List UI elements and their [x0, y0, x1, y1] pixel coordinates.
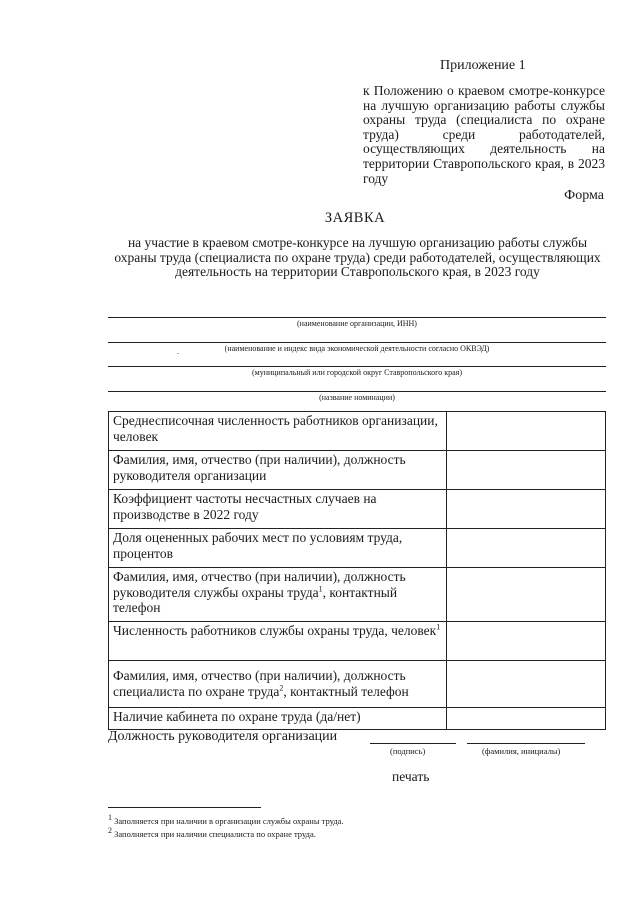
stray-mark: . [177, 347, 179, 356]
row-label-suffix: , контактный телефон [113, 584, 398, 615]
row-value-cell[interactable] [447, 451, 606, 490]
table-row [109, 451, 606, 490]
footnote-mark: 2 [108, 826, 112, 836]
row-label [109, 661, 447, 708]
appendix-title: Приложение 1 [440, 58, 526, 73]
footnote-mark: 1 [108, 813, 112, 823]
row-label-text: Фамилия, имя, отчество (при наличии), должность руководителя службы охраны труда [113, 569, 406, 600]
document-title: ЗАЯВКА [324, 210, 386, 226]
signature-line[interactable] [370, 743, 456, 744]
appendix-reference: к Положению о краевом смотре-конкурсе на лучшую организацию работы службы охраны труда (специалиста по охране труда) среди работодателей, осуществляющих деятельность на территории Ставропольского края, в 2023 году [363, 83, 605, 186]
footnote-separator [108, 807, 261, 808]
row-value-cell[interactable] [447, 568, 606, 622]
name-caption: (фамилия, инициалы) [482, 746, 561, 756]
footnote-1 [108, 813, 344, 826]
row-value-cell[interactable] [447, 622, 606, 661]
row-label: Доля оцененных рабочих мест по условиям труда, процентов [109, 529, 447, 568]
table-row [109, 529, 606, 568]
signature-caption: (подпись) [390, 746, 426, 756]
row-label-suffix: , контактный телефон [283, 683, 409, 699]
organization-name-line[interactable] [108, 317, 606, 318]
footnote-text: Заполняется при наличии в организации службы охраны труда. [114, 816, 344, 826]
row-value-cell[interactable] [447, 661, 606, 708]
row-label-text: Численность работников службы охраны труда, человек [113, 623, 437, 638]
table-row [109, 412, 606, 451]
row-value-cell[interactable] [447, 412, 606, 451]
footnote-ref: 1 [436, 622, 441, 632]
row-label [109, 568, 447, 622]
name-line[interactable] [467, 743, 585, 744]
row-label: Среднесписочная численность работников организации, человек [109, 412, 447, 451]
row-label: Коэффициент частоты несчастных случаев на производстве в 2022 году [109, 490, 447, 529]
footnote-ref: 1 [318, 584, 323, 593]
row-label: Наличие кабинета по охране труда (да/нет) [109, 708, 447, 730]
row-label: Фамилия, имя, отчество (при наличии), должность руководителя организации [109, 451, 447, 490]
footnote-ref: 2 [279, 683, 284, 692]
municipality-line[interactable] [108, 366, 606, 367]
footnote-text: Заполняется при наличии специалиста по охране труда. [114, 829, 316, 839]
signature-position-label: Должность руководителя организации [108, 729, 338, 744]
nomination-line[interactable] [108, 391, 606, 392]
organization-name-caption: (наименование организации, ИНН) [297, 319, 417, 328]
nomination-caption: (название номинации) [319, 393, 395, 402]
okved-line[interactable] [108, 342, 606, 343]
application-table [108, 411, 606, 730]
form-label: Форма [564, 188, 604, 203]
footnote-2 [108, 826, 316, 839]
row-value-cell[interactable] [447, 708, 606, 730]
row-label-text: Фамилия, имя, отчество (при наличии), должность специалиста по охране труда [113, 668, 406, 699]
table-row [109, 708, 606, 730]
okved-caption: (наименование и индекс вида экономической деятельности согласно ОКВЭД) [224, 344, 490, 353]
row-value-cell[interactable] [447, 490, 606, 529]
table-row [109, 622, 606, 661]
table-row [109, 490, 606, 529]
table-row [109, 661, 606, 708]
row-label [109, 622, 447, 661]
table-row [109, 568, 606, 622]
seal-label: печать [392, 769, 430, 784]
document-subtitle: на участие в краевом смотре-конкурсе на лучшую организацию работы службы охраны труда (специалиста по охране труда) среди работодателей, осуществляющих деятельность на территории Ставропольского края, в 2023 году [114, 235, 601, 280]
municipality-caption: (муниципальный или городской округ Ставропольского края) [251, 368, 463, 377]
row-value-cell[interactable] [447, 529, 606, 568]
